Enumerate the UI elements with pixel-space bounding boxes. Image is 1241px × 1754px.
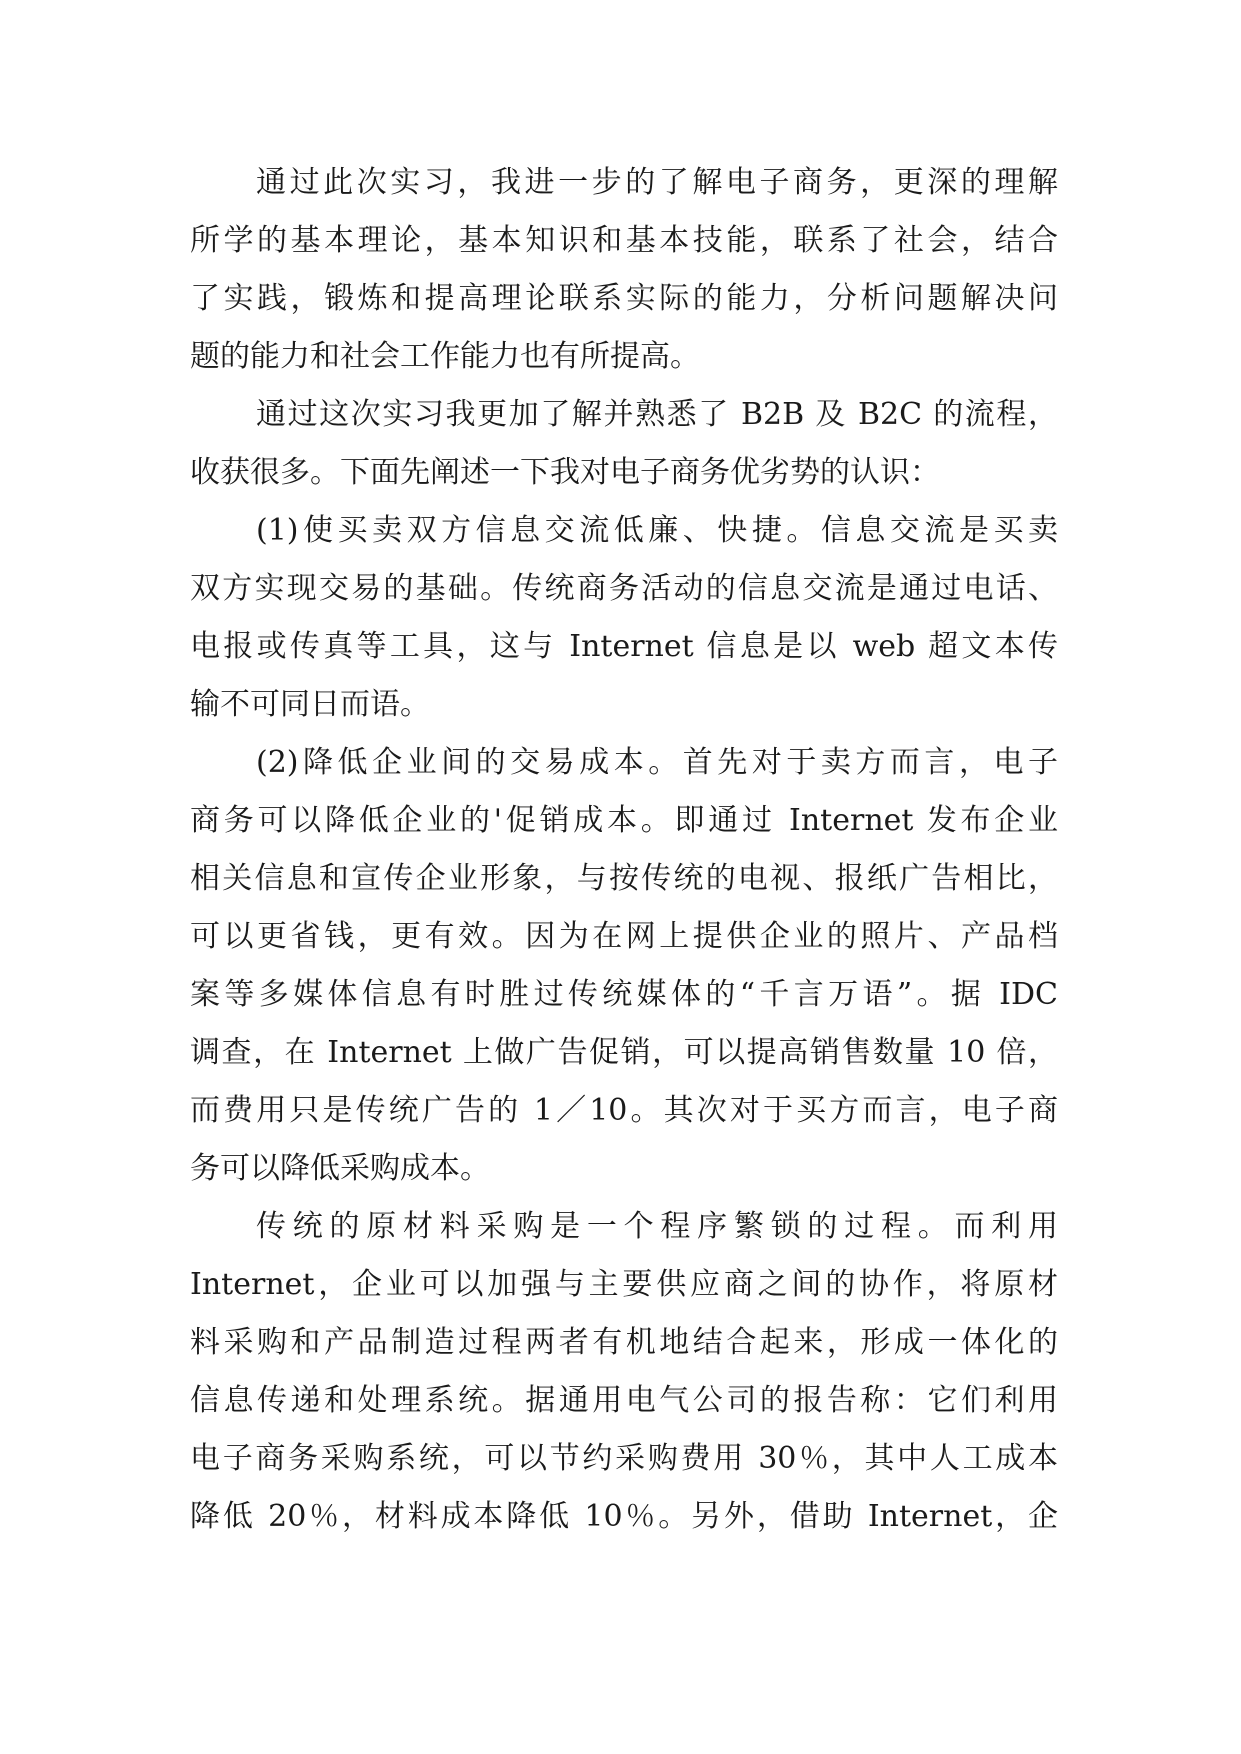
- paragraph-line: 料采购和产品制造过程两者有机地结合起来，形成一体化的: [190, 1325, 1058, 1360]
- paragraph-line: Internet，企业可以加强与主要供应商之间的协作，将原材: [190, 1267, 1058, 1302]
- paragraph-line: 输不可同日而语。: [190, 687, 430, 722]
- paragraph-line: 电报或传真等工具，这与 Internet 信息是以 web 超文本传: [190, 629, 1058, 664]
- paragraph-line: 信息传递和处理系统。据通用电气公司的报告称：它们利用: [190, 1383, 1058, 1418]
- paragraph-line: 相关信息和宣传企业形象，与按传统的电视、报纸广告相比，: [190, 861, 1058, 896]
- paragraph-line: 传统的原材料采购是一个程序繁锁的过程。而利用: [256, 1209, 1058, 1244]
- paragraph-line: 可以更省钱，更有效。因为在网上提供企业的照片、产品档: [190, 919, 1058, 954]
- paragraph-line: 收获很多。下面先阐述一下我对电子商务优劣势的认识：: [190, 455, 940, 490]
- paragraph-line: 电子商务采购系统，可以节约采购费用 30％，其中人工成本: [190, 1441, 1058, 1476]
- paragraph-line: 调查，在 Internet 上做广告促销，可以提高销售数量 10 倍，: [190, 1035, 1058, 1070]
- paragraph-line: 所学的基本理论，基本知识和基本技能，联系了社会，结合: [190, 223, 1058, 258]
- paragraph-line: 题的能力和社会工作能力也有所提高。: [190, 339, 700, 374]
- body-text: [190, 154, 1058, 1546]
- paragraph-line: (1)使买卖双方信息交流低廉、快捷。信息交流是买卖: [256, 513, 1058, 548]
- paragraph-line: 商务可以降低企业的'促销成本。即通过 Internet 发布企业: [190, 803, 1058, 838]
- paragraph-line: 了实践，锻炼和提高理论联系实际的能力，分析问题解决问: [190, 281, 1058, 316]
- paragraph-line: 案等多媒体信息有时胜过传统媒体的“千言万语”。据 IDC: [190, 977, 1058, 1012]
- paragraph-line: 务可以降低采购成本。: [190, 1151, 490, 1186]
- paragraph-line: 通过这次实习我更加了解并熟悉了 B2B 及 B2C 的流程，: [256, 397, 1058, 432]
- paragraph-line: 通过此次实习，我进一步的了解电子商务，更深的理解: [256, 165, 1058, 200]
- paragraph-line: (2)降低企业间的交易成本。首先对于卖方而言，电子: [256, 745, 1058, 780]
- paragraph-line: 而费用只是传统广告的 1／10。其次对于买方而言，电子商: [190, 1093, 1058, 1128]
- paragraph-line: 双方实现交易的基础。传统商务活动的信息交流是通过电话、: [190, 571, 1058, 606]
- paragraph-line: 降低 20％，材料成本降低 10％。另外，借助 Internet，企: [190, 1499, 1058, 1534]
